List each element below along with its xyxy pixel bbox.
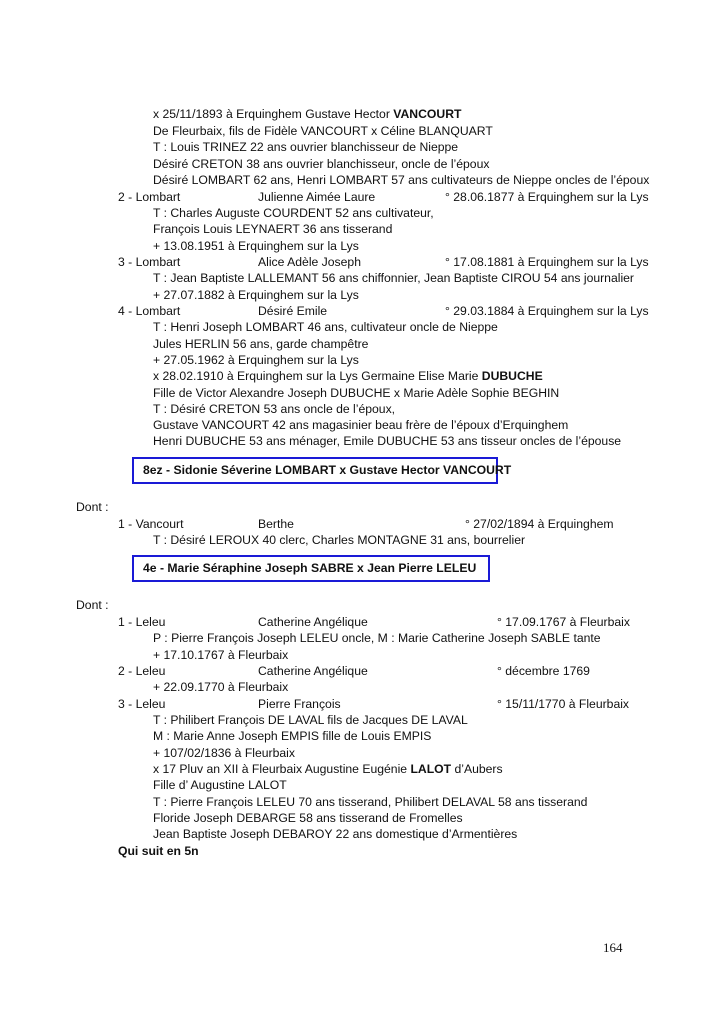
text-line: x 25/11/1893 à Erquinghem Gustave Hector VANCOURT bbox=[153, 107, 462, 121]
text-line: T : Désiré LEROUX 40 clerc, Charles MONTAGNE 31 ans, bourrelier bbox=[153, 533, 526, 547]
text-line: T : Jean Baptiste LALLEMANT 56 ans chiffonnier, Jean Baptiste CIROU 54 ans journalier bbox=[153, 271, 634, 285]
entry-number: 1 - Vancourt bbox=[118, 517, 184, 531]
text-line: T : Charles Auguste COURDENT 52 ans cultivateur, bbox=[153, 206, 434, 220]
entry-name: Alice Adèle Joseph bbox=[258, 255, 361, 269]
generation-heading-box: 8ez - Sidonie Séverine LOMBART x Gustave Hector VANCOURT bbox=[132, 457, 498, 484]
text-line: T : Désiré CRETON 53 ans oncle de l’époux, bbox=[153, 402, 396, 416]
generation-heading-box: 4e - Marie Séraphine Joseph SABRE x Jean Pierre LELEU bbox=[132, 555, 490, 582]
entry-number: 3 - Leleu bbox=[118, 697, 166, 711]
text-line: T : Henri Joseph LOMBART 46 ans, cultivateur oncle de Nieppe bbox=[153, 320, 498, 334]
entry-name: Catherine Angélique bbox=[258, 664, 368, 678]
entry-number: 3 - Lombart bbox=[118, 255, 181, 269]
entry-number: 1 - Leleu bbox=[118, 615, 166, 629]
text-line: + 27.05.1962 à Erquinghem sur la Lys bbox=[153, 353, 359, 367]
text-line: De Fleurbaix, fils de Fidèle VANCOURT x Céline BLANQUART bbox=[153, 124, 493, 138]
entry-name: Julienne Aimée Laure bbox=[258, 190, 376, 204]
text-line: + 27.07.1882 à Erquinghem sur la Lys bbox=[153, 288, 359, 302]
text-line: Désiré LOMBART 62 ans, Henri LOMBART 57 ans cultivateurs de Nieppe oncles de l’époux bbox=[153, 173, 650, 187]
text-line: T : Pierre François LELEU 70 ans tisserand, Philibert DELAVAL 58 ans tisserand bbox=[153, 795, 588, 809]
text-line: + 107/02/1836 à Fleurbaix bbox=[153, 746, 295, 760]
text-line: Jean Baptiste Joseph DEBAROY 22 ans domestique d’Armentières bbox=[153, 827, 518, 841]
text-line: Floride Joseph DEBARGE 58 ans tisserand de Fromelles bbox=[153, 811, 463, 825]
text-line: T : Louis TRINEZ 22 ans ouvrier blanchisseur de Nieppe bbox=[153, 140, 459, 154]
text-line: + 17.10.1767 à Fleurbaix bbox=[153, 648, 289, 662]
text-line: x 17 Pluv an XII à Fleurbaix Augustine Eugénie LALOT d’Aubers bbox=[153, 762, 503, 776]
dont-label: Dont : bbox=[76, 500, 109, 514]
entry-date: ° 17.09.1767 à Fleurbaix bbox=[497, 615, 630, 629]
entry-date: ° 27/02/1894 à Erquinghem bbox=[465, 517, 614, 531]
text-line: Henri DUBUCHE 53 ans ménager, Emile DUBUCHE 53 ans tisseur oncles de l’épouse bbox=[153, 434, 622, 448]
entry-name: Berthe bbox=[258, 517, 294, 531]
entry-number: 4 - Lombart bbox=[118, 304, 181, 318]
text-line: Fille d’ Augustine LALOT bbox=[153, 778, 287, 792]
text-line: T : Philibert François DE LAVAL fils de Jacques DE LAVAL bbox=[153, 713, 468, 727]
text-line: Désiré CRETON 38 ans ouvrier blanchisseur, oncle de l’époux bbox=[153, 157, 490, 171]
entry-date: ° 17.08.1881 à Erquinghem sur la Lys bbox=[445, 255, 649, 269]
entry-date: ° 15/11/1770 à Fleurbaix bbox=[497, 697, 630, 711]
entry-name: Catherine Angélique bbox=[258, 615, 368, 629]
text-line: + 22.09.1770 à Fleurbaix bbox=[153, 680, 289, 694]
entry-name: Pierre François bbox=[258, 697, 341, 711]
entry-date: ° 28.06.1877 à Erquinghem sur la Lys bbox=[445, 190, 649, 204]
entry-name: Désiré Emile bbox=[258, 304, 328, 318]
text-line: x 28.02.1910 à Erquinghem sur la Lys Germaine Elise Marie DUBUCHE bbox=[153, 369, 543, 383]
page-number: 164 bbox=[603, 940, 623, 955]
text-line: + 13.08.1951 à Erquinghem sur la Lys bbox=[153, 239, 359, 253]
continuation-note: Qui suit en 5n bbox=[118, 844, 199, 858]
entry-date: ° décembre 1769 bbox=[497, 664, 590, 678]
text-line: P : Pierre François Joseph LELEU oncle, M : Marie Catherine Joseph SABLE tante bbox=[153, 631, 601, 645]
text-line: Jules HERLIN 56 ans, garde champêtre bbox=[153, 337, 369, 351]
text-line: M : Marie Anne Joseph EMPIS fille de Louis EMPIS bbox=[153, 729, 432, 743]
dont-label: Dont : bbox=[76, 598, 109, 612]
text-line: Gustave VANCOURT 42 ans magasinier beau frère de l’époux d’Erquinghem bbox=[153, 418, 569, 432]
entry-number: 2 - Lombart bbox=[118, 190, 181, 204]
entry-number: 2 - Leleu bbox=[118, 664, 166, 678]
text-line: Fille de Victor Alexandre Joseph DUBUCHE x Marie Adèle Sophie BEGHIN bbox=[153, 386, 560, 400]
text-line: François Louis LEYNAERT 36 ans tisserand bbox=[153, 222, 393, 236]
entry-date: ° 29.03.1884 à Erquinghem sur la Lys bbox=[445, 304, 649, 318]
